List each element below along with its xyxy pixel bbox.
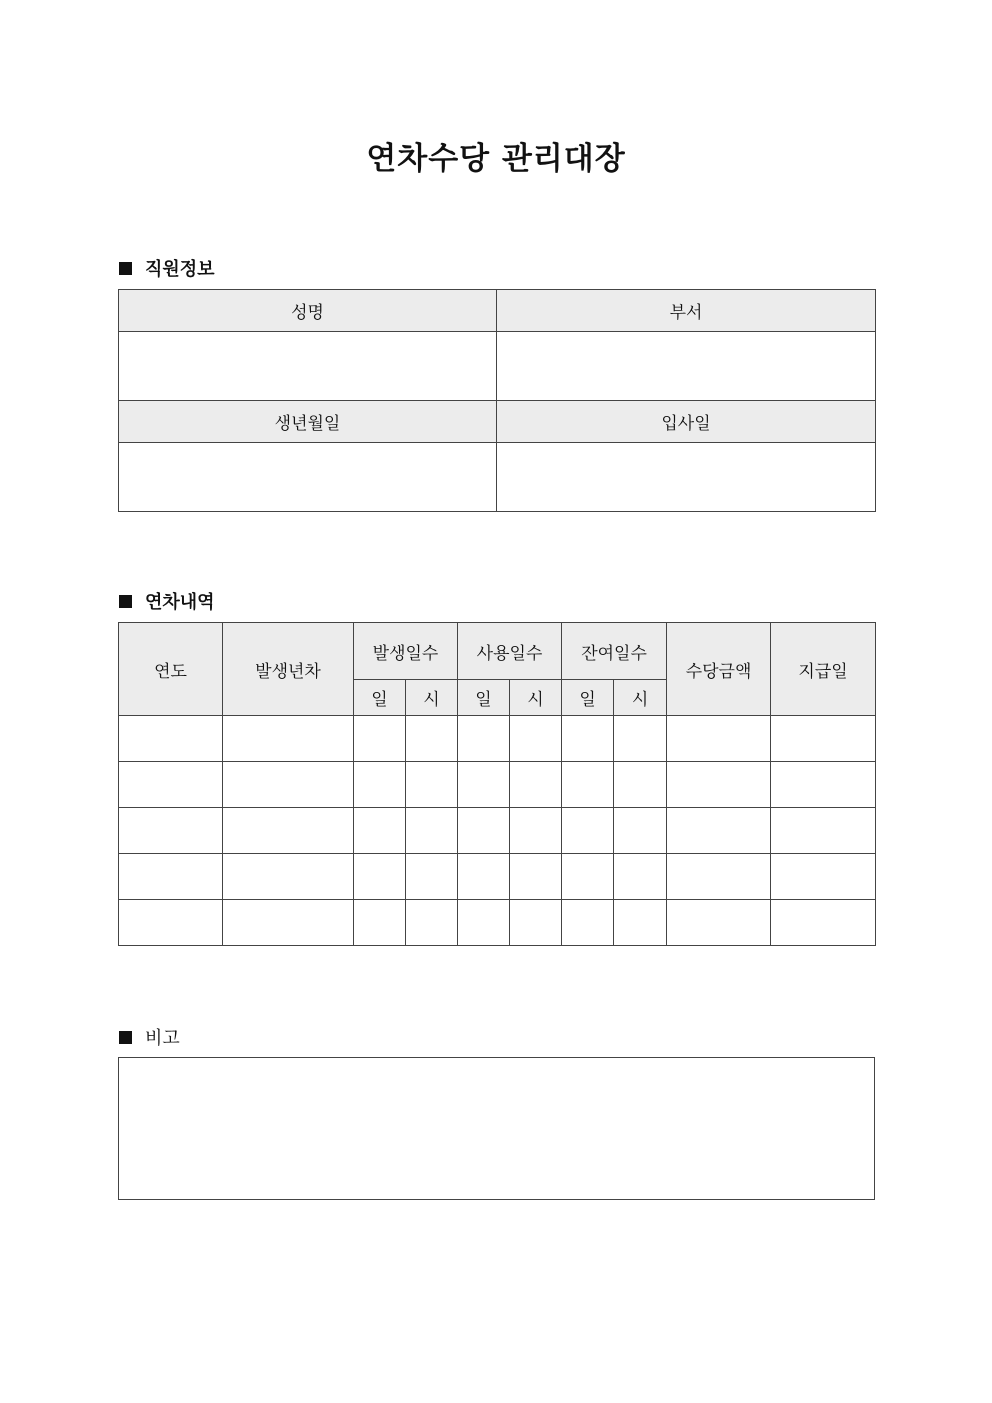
section-heading-leave-label: 연차내역 — [145, 592, 215, 613]
employee-info-table — [118, 289, 876, 512]
cell[interactable] — [614, 716, 667, 762]
table-row — [119, 854, 876, 900]
cell[interactable] — [223, 808, 354, 854]
square-bullet-icon — [119, 1031, 132, 1044]
cell[interactable] — [667, 808, 771, 854]
cell[interactable] — [562, 854, 614, 900]
cell[interactable] — [510, 808, 562, 854]
cell[interactable] — [667, 716, 771, 762]
cell[interactable] — [406, 854, 458, 900]
cell[interactable] — [354, 716, 406, 762]
cell[interactable] — [354, 900, 406, 946]
cell[interactable] — [771, 854, 876, 900]
cell[interactable] — [667, 900, 771, 946]
label-birthdate: 생년월일 — [119, 401, 497, 443]
field-hire-date[interactable] — [497, 443, 876, 512]
cell[interactable] — [458, 808, 510, 854]
cell[interactable] — [223, 762, 354, 808]
header-allowance: 수당금액 — [667, 623, 771, 716]
cell[interactable] — [771, 900, 876, 946]
field-name[interactable] — [119, 332, 497, 401]
cell[interactable] — [614, 808, 667, 854]
cell[interactable] — [119, 716, 223, 762]
subheader-used-hour: 시 — [510, 680, 562, 716]
cell[interactable] — [667, 762, 771, 808]
section-heading-employee — [119, 255, 215, 281]
cell[interactable] — [119, 900, 223, 946]
section-heading-notes-label: 비고 — [145, 1028, 180, 1049]
cell[interactable] — [510, 716, 562, 762]
leave-history-table — [118, 622, 876, 946]
label-department: 부서 — [497, 290, 876, 332]
cell[interactable] — [223, 900, 354, 946]
table-row — [119, 762, 876, 808]
cell[interactable] — [614, 900, 667, 946]
field-department[interactable] — [497, 332, 876, 401]
cell[interactable] — [667, 854, 771, 900]
header-used-days: 사용일수 — [458, 623, 562, 680]
cell[interactable] — [119, 854, 223, 900]
square-bullet-icon — [119, 595, 132, 608]
subheader-occur-hour: 시 — [406, 680, 458, 716]
cell[interactable] — [510, 900, 562, 946]
cell[interactable] — [406, 808, 458, 854]
label-hire-date: 입사일 — [497, 401, 876, 443]
subheader-occur-day: 일 — [354, 680, 406, 716]
cell[interactable] — [614, 854, 667, 900]
cell[interactable] — [406, 900, 458, 946]
header-pay-date: 지급일 — [771, 623, 876, 716]
cell[interactable] — [354, 762, 406, 808]
cell[interactable] — [223, 716, 354, 762]
cell[interactable] — [771, 762, 876, 808]
subheader-remain-day: 일 — [562, 680, 614, 716]
section-heading-leave — [119, 588, 215, 614]
header-remain-days: 잔여일수 — [562, 623, 667, 680]
header-year: 연도 — [119, 623, 223, 716]
label-name: 성명 — [119, 290, 497, 332]
cell[interactable] — [406, 716, 458, 762]
cell[interactable] — [458, 854, 510, 900]
cell[interactable] — [458, 716, 510, 762]
header-occur-days: 발생일수 — [354, 623, 458, 680]
cell[interactable] — [119, 762, 223, 808]
cell[interactable] — [119, 808, 223, 854]
cell[interactable] — [510, 762, 562, 808]
cell[interactable] — [562, 900, 614, 946]
subheader-remain-hour: 시 — [614, 680, 667, 716]
cell[interactable] — [354, 808, 406, 854]
field-birthdate[interactable] — [119, 443, 497, 512]
header-occur-year: 발생년차 — [223, 623, 354, 716]
cell[interactable] — [458, 900, 510, 946]
table-row — [119, 716, 876, 762]
subheader-used-day: 일 — [458, 680, 510, 716]
cell[interactable] — [406, 762, 458, 808]
cell[interactable] — [458, 762, 510, 808]
cell[interactable] — [614, 762, 667, 808]
page-title: 연차수당 관리대장 — [366, 141, 626, 177]
cell[interactable] — [562, 762, 614, 808]
cell[interactable] — [562, 808, 614, 854]
table-row — [119, 900, 876, 946]
cell[interactable] — [223, 854, 354, 900]
section-heading-employee-label: 직원정보 — [145, 259, 215, 280]
table-row — [119, 808, 876, 854]
square-bullet-icon — [119, 262, 132, 275]
cell[interactable] — [562, 716, 614, 762]
cell[interactable] — [354, 854, 406, 900]
notes-box[interactable] — [118, 1057, 875, 1200]
cell[interactable] — [510, 854, 562, 900]
cell[interactable] — [771, 808, 876, 854]
section-heading-notes — [119, 1024, 180, 1050]
cell[interactable] — [771, 716, 876, 762]
